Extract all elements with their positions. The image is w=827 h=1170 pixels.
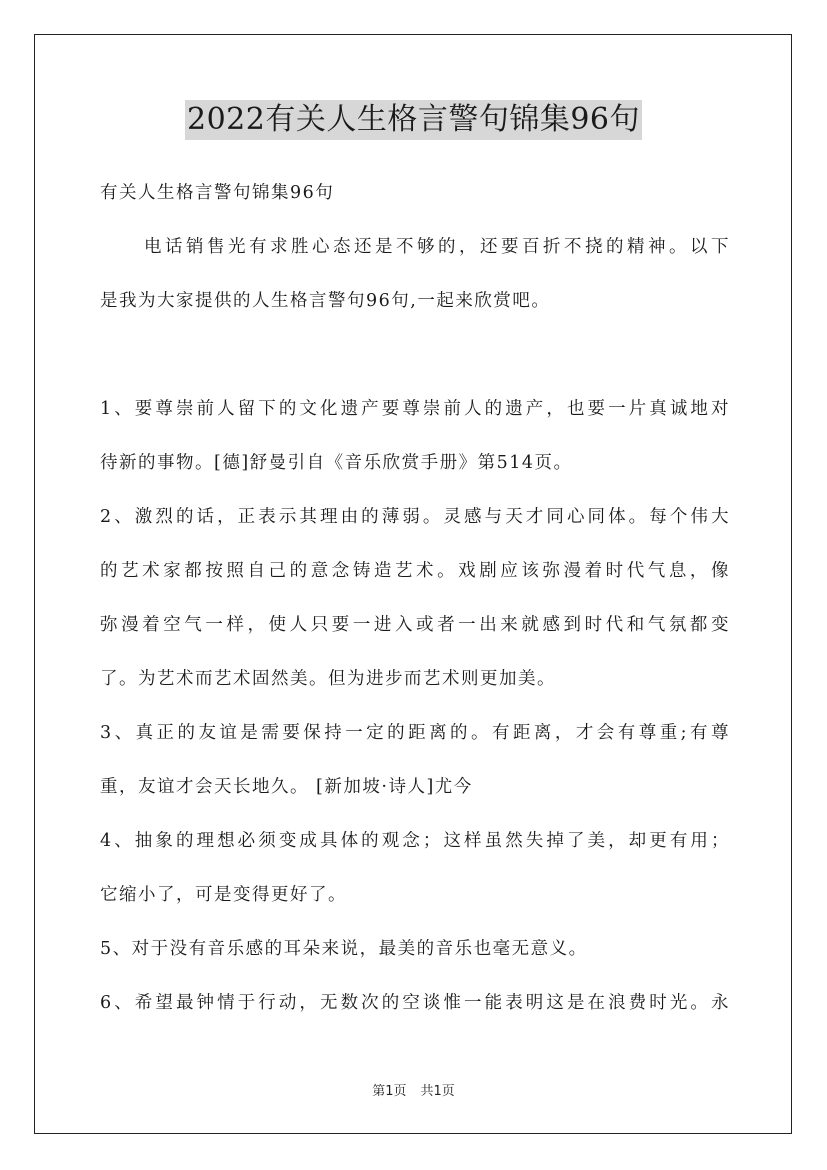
paragraph-line: 待新的事物。[德]舒曼引自《音乐欣赏手册》第514页。: [100, 453, 573, 473]
document-body: [100, 170, 730, 1034]
paragraph-line: 5、对于没有音乐感的耳朵来说，最美的音乐也毫无意义。: [100, 939, 588, 959]
document-title-text: 2022有关人生格言警句锦集96句: [185, 100, 642, 140]
paragraph-line: 6、希望最钟情于行动，无数次的空谈惟一能表明这是在浪费时光。永: [100, 993, 730, 1013]
page-number: 第1页: [372, 1084, 407, 1099]
document-title: [0, 100, 827, 140]
paragraph-line: 3、真正的友谊是需要保持一定的距离的。有距离，才会有尊重;有尊: [100, 723, 730, 743]
paragraph-line: 2、激烈的话，正表示其理由的薄弱。灵感与天才同心同体。每个伟大: [100, 507, 730, 527]
paragraph-line: 重，友谊才会天长地久。 [新加坡·诗人]尤今: [100, 777, 473, 797]
subtitle: 有关人生格言警句锦集96句: [100, 183, 335, 203]
page-footer: [0, 1080, 827, 1099]
paragraph-line: 了。为艺术而艺术固然美。但为进步而艺术则更加美。: [100, 669, 556, 689]
intro-line: 是我为大家提供的人生格言警句96句,一起来欣赏吧。: [100, 291, 551, 311]
page-total: 共1页: [420, 1084, 455, 1099]
paragraph-line: 1、要尊崇前人留下的文化遗产要尊崇前人的遗产，也要一片真诚地对: [100, 399, 730, 419]
paragraph-line: 4、抽象的理想必须变成具体的观念；这样虽然失掉了美，却更有用；: [100, 831, 730, 851]
paragraph-line: 它缩小了，可是变得更好了。: [100, 885, 347, 905]
blank-line: [100, 332, 730, 386]
intro-line: 电话销售光有求胜心态还是不够的，还要百折不挠的精神。以下: [144, 237, 730, 257]
paragraph-line: 弥漫着空气一样，使人只要一进入或者一出来就感到时代和气氛都变: [100, 615, 730, 635]
paragraph-line: 的艺术家都按照自己的意念铸造艺术。戏剧应该弥漫着时代气息，像: [100, 561, 730, 581]
